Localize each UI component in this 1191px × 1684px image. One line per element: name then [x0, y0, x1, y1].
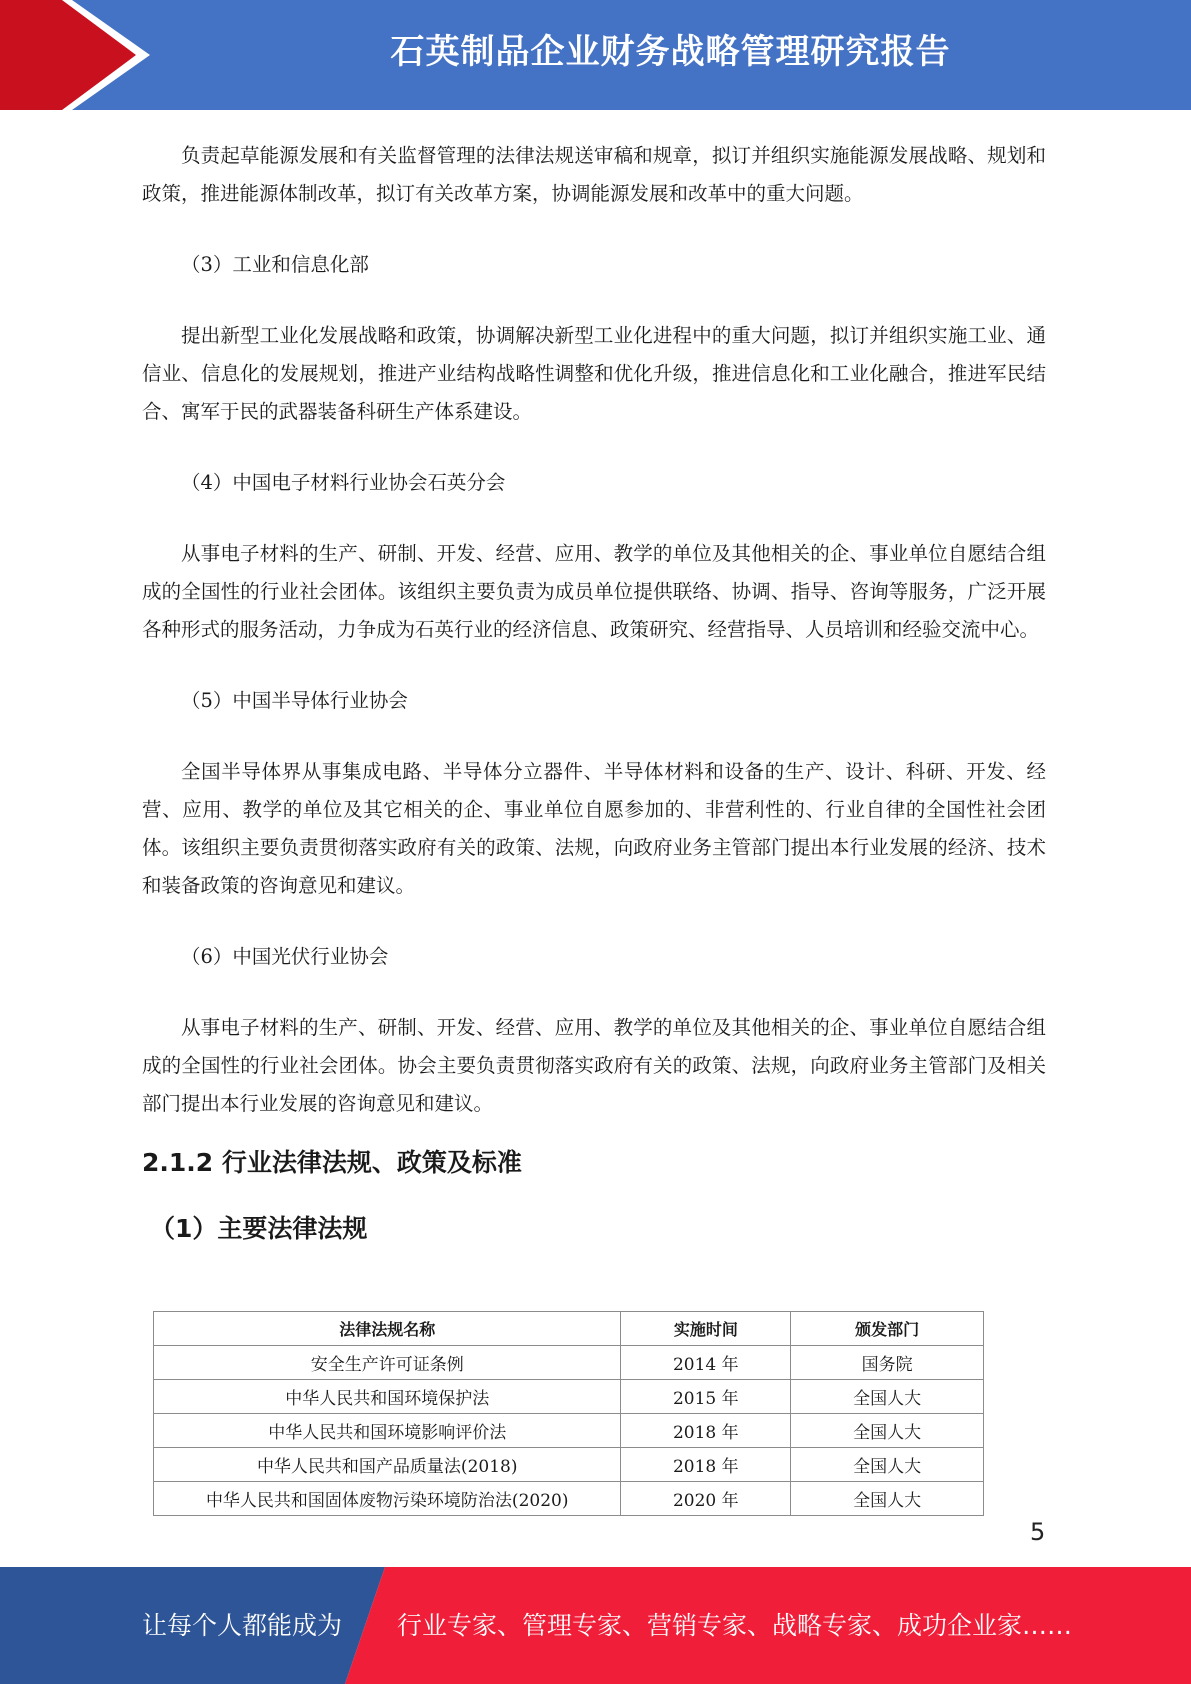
cell-dept: 全国人大 — [791, 1380, 984, 1414]
paragraph-miit: 提出新型工业化发展战略和政策，协调解决新型工业化进程中的重大问题，拟订并组织实施工业、通信业、信息化的发展规划，推进产业结构战略性调整和优化升级，推进信息化和工业化融合，推进军民结合、寓军于民的武器装备科研生产体系建设。 — [142, 324, 1046, 423]
cell-date: 2018 年 — [621, 1414, 791, 1448]
paragraph-semiconductor-association: 全国半导体界从事集成电路、半导体分立器件、半导体材料和设备的生产、设计、科研、开发、经营、应用、教学的单位及其它相关的企、事业单位自愿参加的、非营利性的、行业自律的全国性社会团体。该组织主要负责贯彻落实政府有关的政策、法规，向政府业务主管部门提出本行业发展的经济、技术和装备政策的咨询意见和建议。 — [142, 760, 1046, 897]
column-header-date: 实施时间 — [621, 1312, 791, 1346]
cell-law-name: 中华人民共和国环境保护法 — [154, 1380, 621, 1414]
paragraph-energy-bureau: 负责起草能源发展和有关监督管理的法律法规送审稿和规章，拟订并组织实施能源发展战略、规划和政策，推进能源体制改革，拟订有关改革方案，协调能源发展和改革中的重大问题。 — [142, 144, 1046, 205]
table-row — [154, 1448, 984, 1482]
subheading-quartz-branch: （4）中国电子材料行业协会石英分会 — [181, 471, 506, 494]
cell-dept: 国务院 — [791, 1346, 984, 1380]
laws-table — [153, 1311, 984, 1516]
page-number: 5 — [1030, 1518, 1046, 1546]
cell-law-name: 中华人民共和国产品质量法(2018) — [154, 1448, 621, 1482]
subsection-heading: （1）主要法律法规 — [150, 1214, 368, 1243]
cell-law-name: 中华人民共和国固体废物污染环境防治法(2020) — [154, 1482, 621, 1516]
page-footer — [0, 1567, 1191, 1684]
page-header — [0, 0, 1191, 110]
section-heading: 2.1.2 行业法律法规、政策及标准 — [142, 1148, 522, 1177]
subheading-pv-association: （6）中国光伏行业协会 — [181, 945, 389, 968]
cell-law-name: 安全生产许可证条例 — [154, 1346, 621, 1380]
footer-slogan-left: 让每个人都能成为 — [142, 1611, 343, 1640]
cell-dept: 全国人大 — [791, 1482, 984, 1516]
main-content — [142, 137, 1046, 1249]
cell-law-name: 中华人民共和国环境影响评价法 — [154, 1414, 621, 1448]
cell-date: 2015 年 — [621, 1380, 791, 1414]
table-row — [154, 1380, 984, 1414]
table-row — [154, 1482, 984, 1516]
column-header-dept: 颁发部门 — [791, 1312, 984, 1346]
table-row — [154, 1346, 984, 1380]
cell-date: 2018 年 — [621, 1448, 791, 1482]
table-row — [154, 1414, 984, 1448]
subheading-semiconductor-association: （5）中国半导体行业协会 — [181, 689, 408, 712]
cell-date: 2020 年 — [621, 1482, 791, 1516]
subheading-miit: （3）工业和信息化部 — [181, 253, 369, 276]
report-title: 石英制品企业财务战略管理研究报告 — [390, 32, 951, 72]
paragraph-pv-association: 从事电子材料的生产、研制、开发、经营、应用、教学的单位及其他相关的企、事业单位自愿结合组成的全国性的行业社会团体。协会主要负责贯彻落实政府有关的政策、法规，向政府业务主管部门及相关部门提出本行业发展的咨询意见和建议。 — [142, 1016, 1046, 1115]
footer-slogan-right: 行业专家、管理专家、营销专家、战略专家、成功企业家…… — [397, 1611, 1073, 1640]
cell-dept: 全国人大 — [791, 1414, 984, 1448]
cell-date: 2014 年 — [621, 1346, 791, 1380]
table-header-row — [154, 1312, 984, 1346]
paragraph-quartz-branch: 从事电子材料的生产、研制、开发、经营、应用、教学的单位及其他相关的企、事业单位自愿结合组成的全国性的行业社会团体。该组织主要负责为成员单位提供联络、协调、指导、咨询等服务，广泛开展各种形式的服务活动，力争成为石英行业的经济信息、政策研究、经营指导、人员培训和经验交流中心。 — [142, 542, 1046, 641]
column-header-name: 法律法规名称 — [154, 1312, 621, 1346]
cell-dept: 全国人大 — [791, 1448, 984, 1482]
